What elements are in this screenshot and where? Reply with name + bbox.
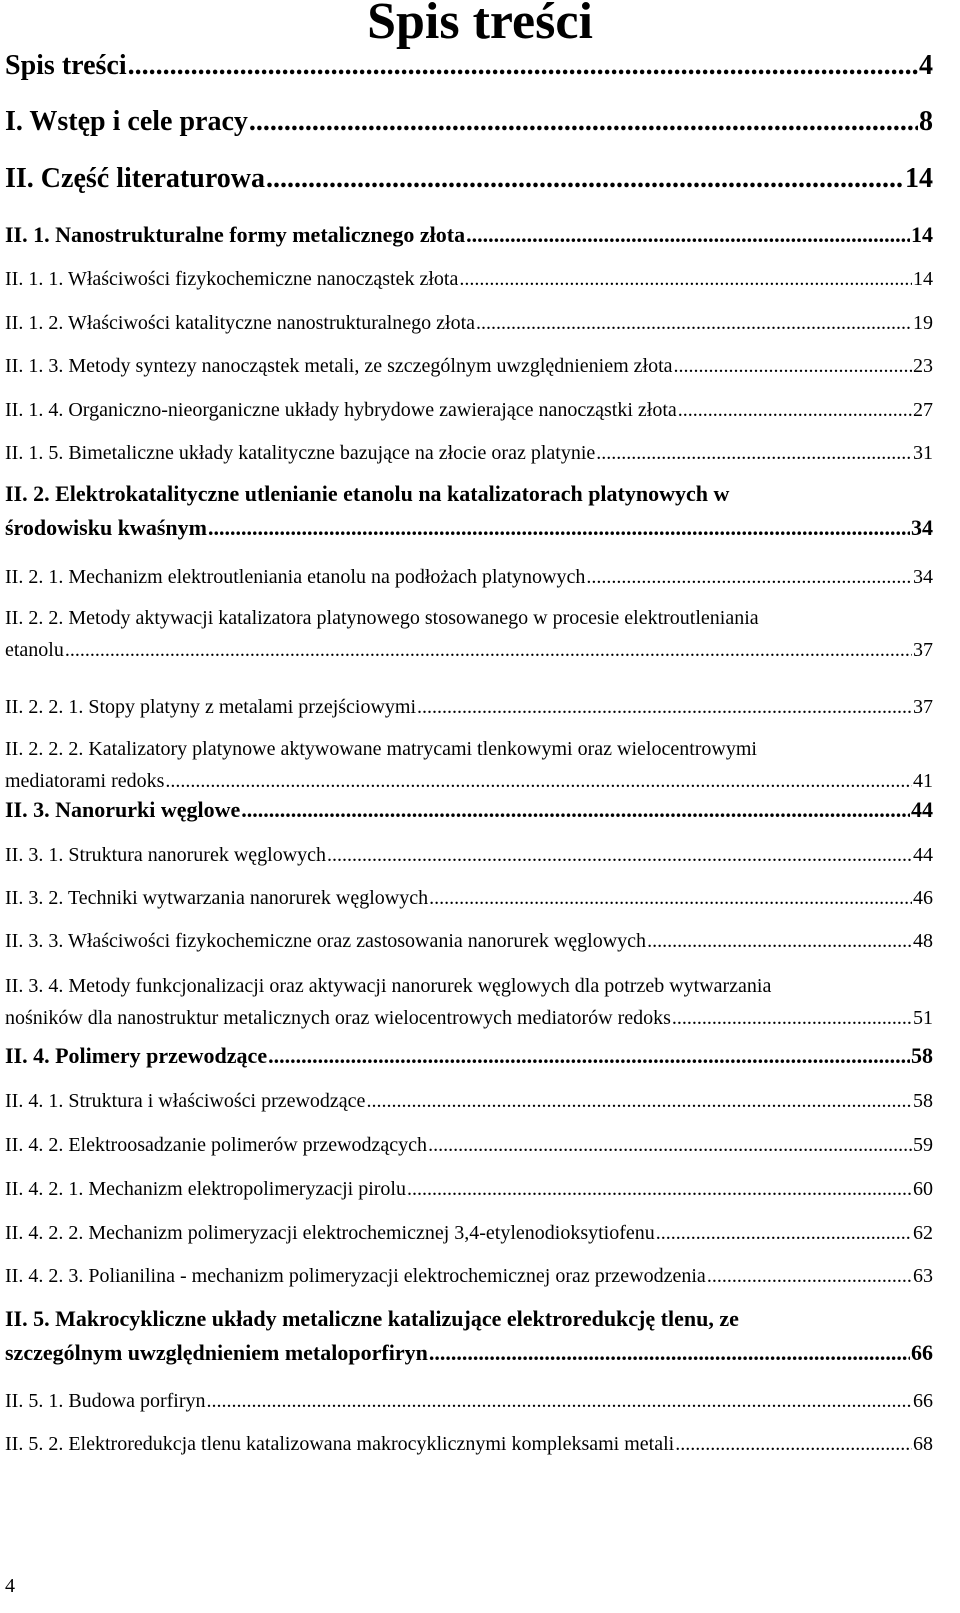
toc-entry-text: II. 2. 2. 2. Katalizatory platynowe aktywowane matrycami tlenkowymi oraz wielocentrowymi: [5, 738, 757, 760]
dot-leader: [647, 925, 912, 957]
toc-entry[interactable]: [5, 795, 933, 825]
dot-leader: [586, 561, 912, 593]
dot-leader: [656, 1217, 912, 1249]
dot-leader: [429, 1338, 910, 1368]
dot-leader: [678, 394, 912, 426]
toc-entry-text: II. 1. 1. Właściwości fizykochemiczne nanocząstek złota: [5, 268, 459, 290]
toc-page-number: 27: [913, 399, 933, 421]
toc-entry[interactable]: [5, 106, 933, 138]
dot-leader: [417, 691, 912, 723]
toc-entry-text: mediatorami redoks: [5, 770, 165, 792]
toc-entry-text: II. 3. 3. Właściwości fizykochemiczne oraz zastosowania nanorurek węglowych: [5, 930, 647, 952]
toc-entry[interactable]: [5, 1129, 933, 1161]
toc-entry-text: II. 1. 2. Właściwości katalityczne nanostrukturalnego złota: [5, 312, 476, 334]
toc-entry[interactable]: [5, 970, 933, 1034]
toc-entry-text: II. 2. 1. Mechanizm elektroutleniania etanolu na podłożach platynowych: [5, 566, 586, 588]
toc-page-number: 37: [913, 639, 933, 661]
dot-leader: [466, 220, 910, 250]
toc-entry-text: II. 3. 4. Metody funkcjonalizacji oraz aktywacji nanorurek węglowych dla potrzeb wytwarzania: [5, 975, 772, 997]
dot-leader: [65, 634, 912, 666]
toc-page-number: 62: [913, 1222, 933, 1244]
toc-entry[interactable]: [5, 1041, 933, 1071]
toc-page-number: 46: [913, 887, 933, 909]
toc-page-number: 59: [913, 1134, 933, 1156]
dot-leader: [596, 437, 912, 469]
toc-entry-text: II. 2. 2. 1. Stopy platyny z metalami przejściowymi: [5, 696, 417, 718]
dot-leader: [459, 263, 912, 295]
toc-page-number: 66: [913, 1390, 933, 1412]
dot-leader: [241, 795, 910, 825]
toc-entry[interactable]: [5, 1385, 933, 1417]
toc-entry-text: II. Część literaturowa: [5, 163, 265, 194]
toc-entry[interactable]: [5, 479, 933, 543]
dot-leader: [675, 1428, 912, 1460]
toc-entry-text: II. 2. Elektrokatalityczne utlenianie etanolu na katalizatorach platynowych w: [5, 481, 730, 506]
toc-page-number: 60: [913, 1178, 933, 1200]
dot-leader: [707, 1260, 912, 1292]
toc-entry[interactable]: [5, 882, 933, 914]
toc-entry-text: II. 1. Nanostrukturalne formy metalicznego złota: [5, 222, 466, 247]
toc-page-number: 44: [911, 797, 933, 822]
toc-entry[interactable]: [5, 733, 933, 797]
toc-entry[interactable]: [5, 561, 933, 593]
toc-entry[interactable]: [5, 1217, 933, 1249]
toc-entry-text: II. 4. 2. 1. Mechanizm elektropolimeryzacji pirolu: [5, 1178, 406, 1200]
toc-entry[interactable]: [5, 350, 933, 382]
dot-leader: [407, 1173, 912, 1205]
toc-page-number: 34: [911, 515, 933, 540]
dot-leader: [674, 350, 912, 382]
toc-page-number: 58: [913, 1090, 933, 1112]
toc-entry-text: II. 5. 1. Budowa porfiryn: [5, 1390, 206, 1412]
toc-entry-text: II. 1. 5. Bimetaliczne układy katalityczne bazujące na złocie oraz platynie: [5, 442, 596, 464]
dot-leader: [128, 50, 918, 82]
toc-entry[interactable]: [5, 691, 933, 723]
toc-entry[interactable]: [5, 925, 933, 957]
toc-entry-text: II. 4. 2. 2. Mechanizm polimeryzacji elektrochemicznej 3,4-etylenodioksytiofenu: [5, 1222, 655, 1244]
toc-entry[interactable]: [5, 50, 933, 82]
toc-page-number: 23: [913, 355, 933, 377]
toc-page-number: 58: [911, 1043, 933, 1068]
toc-page-number: 14: [913, 268, 933, 290]
toc-page-number: 8: [919, 106, 933, 137]
toc-entry-text: II. 1. 4. Organiczno-nieorganiczne układy hybrydowe zawierające nanocząstki złota: [5, 399, 677, 421]
toc-entry[interactable]: [5, 602, 933, 666]
toc-entry-text: II. 4. Polimery przewodzące: [5, 1043, 268, 1068]
toc-entry[interactable]: [5, 163, 933, 195]
toc-entry-text: Spis treści: [5, 50, 127, 81]
toc-entry-text: środowisku kwaśnym: [5, 515, 207, 540]
toc-page-number: 14: [911, 222, 933, 247]
toc-entry-text: II. 5. 2. Elektroredukcja tlenu katalizowana makrocyklicznymi kompleksami metali: [5, 1433, 675, 1455]
toc-entry[interactable]: [5, 1085, 933, 1117]
toc-entry[interactable]: [5, 220, 933, 250]
toc-entry-text: II. 4. 2. Elektroosadzanie polimerów przewodzących: [5, 1134, 428, 1156]
page-title: Spis treści: [367, 0, 593, 50]
toc-page-number: 66: [911, 1340, 933, 1365]
toc-entry-text: II. 3. 2. Techniki wytwarzania nanorurek węglowych: [5, 887, 429, 909]
page-number: 4: [5, 1575, 15, 1597]
toc-entry-text: nośników dla nanostruktur metalicznych oraz wielocentrowych mediatorów redoks: [5, 1007, 671, 1029]
toc-entry[interactable]: [5, 839, 933, 871]
toc-page-number: 14: [905, 163, 933, 194]
toc-page-number: 4: [919, 50, 933, 81]
toc-entry-text: etanolu: [5, 639, 64, 661]
toc-page-number: 68: [913, 1433, 933, 1455]
toc-page-number: 31: [913, 442, 933, 464]
toc-page-number: 44: [913, 844, 933, 866]
toc-page-number: 41: [913, 770, 933, 792]
toc-page-number: 48: [913, 930, 933, 952]
dot-leader: [165, 765, 912, 797]
dot-leader: [366, 1085, 912, 1117]
dot-leader: [429, 882, 912, 914]
dot-leader: [672, 1002, 912, 1034]
toc-entry[interactable]: [5, 437, 933, 469]
toc-entry[interactable]: [5, 263, 933, 295]
dot-leader: [207, 1385, 912, 1417]
dot-leader: [249, 106, 918, 138]
toc-entry-text: I. Wstęp i cele pracy: [5, 106, 248, 137]
toc-entry[interactable]: [5, 1260, 933, 1292]
dot-leader: [208, 513, 910, 543]
toc-entry-text: II. 4. 1. Struktura i właściwości przewodzące: [5, 1090, 366, 1112]
toc-page-number: 51: [913, 1007, 933, 1029]
dot-leader: [476, 307, 912, 339]
toc-entry[interactable]: [5, 307, 933, 339]
toc-page-number: 63: [913, 1265, 933, 1287]
dot-leader: [327, 839, 912, 871]
dot-leader: [268, 1041, 910, 1071]
toc-entry-text: II. 2. 2. Metody aktywacji katalizatora platynowego stosowanego w procesie elektroutleniania: [5, 607, 759, 629]
dot-leader: [266, 163, 904, 195]
toc-entry[interactable]: [5, 1428, 933, 1460]
toc-entry-text: szczególnym uwzględnieniem metaloporfiryn: [5, 1340, 428, 1365]
toc-entry-text: II. 1. 3. Metody syntezy nanocząstek metali, ze szczególnym uwzględnieniem złota: [5, 355, 673, 377]
toc-page-number: 34: [913, 566, 933, 588]
toc-entry[interactable]: [5, 1173, 933, 1205]
toc-page-number: 19: [913, 312, 933, 334]
toc-entry-text: II. 3. 1. Struktura nanorurek węglowych: [5, 844, 327, 866]
toc-entry-text: II. 4. 2. 3. Polianilina - mechanizm polimeryzacji elektrochemicznej oraz przewodzenia: [5, 1265, 706, 1287]
toc-entry[interactable]: [5, 394, 933, 426]
toc-entry-text: II. 3. Nanorurki węglowe: [5, 797, 241, 822]
toc-entry-text: II. 5. Makrocykliczne układy metaliczne katalizujące elektroredukcję tlenu, ze: [5, 1306, 739, 1331]
toc-page-number: 37: [913, 696, 933, 718]
dot-leader: [428, 1129, 912, 1161]
toc-entry[interactable]: [5, 1304, 933, 1368]
